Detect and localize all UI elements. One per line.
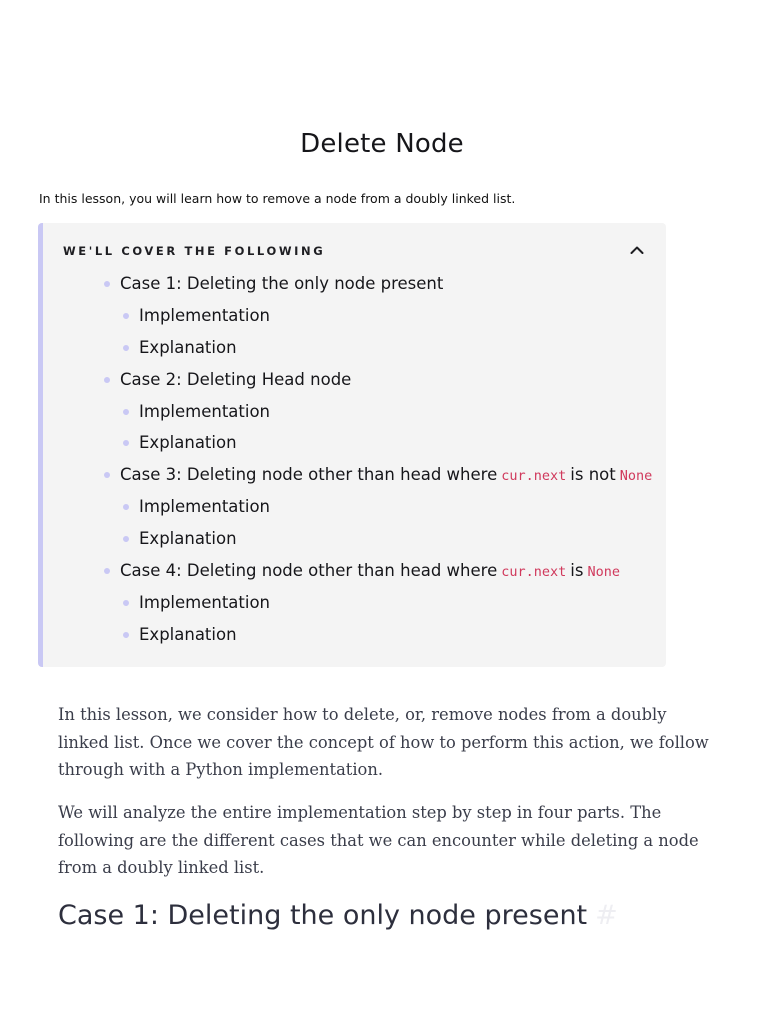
intro-paragraph: In this lesson, we consider how to delete, or, remove nodes from a doubly linked list. Once we cover the concept of how to perform this action, we follow through with a Python implementation.	[58, 705, 709, 779]
bullet-icon	[123, 632, 129, 638]
inline-code: None	[587, 564, 620, 581]
bullet-icon	[123, 504, 129, 510]
toc-item-case-4-explanation[interactable]	[43, 619, 666, 651]
section-heading-case-1	[58, 896, 618, 936]
page-title: Delete Node	[300, 129, 464, 160]
toc-item-case-4[interactable]	[43, 555, 666, 587]
toc-header: WE'LL COVER THE FOLLOWING	[63, 244, 326, 258]
toc-item-label: Explanation	[139, 529, 237, 549]
toc-item-case-4-implementation[interactable]	[43, 587, 666, 619]
toc-item-label: Case 3: Deleting node other than head where	[120, 465, 498, 485]
toc-item-label: Implementation	[139, 592, 271, 612]
toc-item-case-2[interactable]	[43, 364, 666, 396]
toc-item-label: is not	[570, 465, 616, 485]
bullet-icon	[104, 281, 110, 287]
table-of-contents	[38, 223, 666, 667]
bullet-icon	[123, 409, 129, 415]
bullet-icon	[104, 377, 110, 383]
toc-item-label: Case 1: Deleting the only node present	[120, 274, 444, 293]
toc-item-label: Implementation	[139, 401, 271, 421]
section-heading-text: Case 1: Deleting the only node present	[58, 900, 588, 931]
toc-item-label: Explanation	[139, 337, 237, 357]
toc-item-label: Case 2: Deleting Head node	[120, 369, 352, 389]
inline-code: None	[619, 468, 653, 485]
toc-item-case-2-implementation[interactable]	[43, 396, 666, 428]
toc-item-case-1-implementation[interactable]	[43, 300, 666, 332]
bullet-icon	[123, 345, 129, 351]
toc-item-case-1[interactable]	[43, 268, 666, 300]
toc-item-label: Explanation	[139, 624, 237, 644]
bullet-icon	[123, 600, 129, 606]
toc-item-case-3-implementation[interactable]	[43, 491, 666, 523]
bullet-icon	[123, 536, 129, 542]
toc-item-case-2-explanation[interactable]	[43, 427, 666, 459]
toc-item-case-3[interactable]	[43, 459, 666, 491]
inline-code: cur.next	[501, 468, 567, 485]
bullet-icon	[104, 472, 110, 478]
cases-paragraph: We will analyze the entire implementation step by step in four parts. The following are the different cases that we can encounter while deleting a node from a doubly linked list.	[58, 803, 699, 877]
toc-item-case-3-explanation[interactable]	[43, 523, 666, 555]
toc-item-label: Implementation	[139, 305, 271, 325]
toc-item-label: Explanation	[139, 433, 237, 453]
lesson-summary: In this lesson, you will learn how to remove a node from a doubly linked list.	[39, 191, 516, 206]
bullet-icon	[123, 440, 129, 446]
anchor-link-icon[interactable]: #	[595, 900, 618, 931]
toc-item-case-1-explanation[interactable]	[43, 332, 666, 364]
toc-item-label: Implementation	[139, 497, 271, 517]
toc-item-label: Case 4: Deleting node other than head where	[120, 561, 498, 581]
toc-list	[43, 268, 666, 651]
inline-code: cur.next	[501, 564, 567, 581]
chevron-up-icon[interactable]	[628, 241, 646, 259]
toc-item-label: is	[570, 561, 584, 581]
bullet-icon	[104, 568, 110, 574]
bullet-icon	[123, 313, 129, 319]
